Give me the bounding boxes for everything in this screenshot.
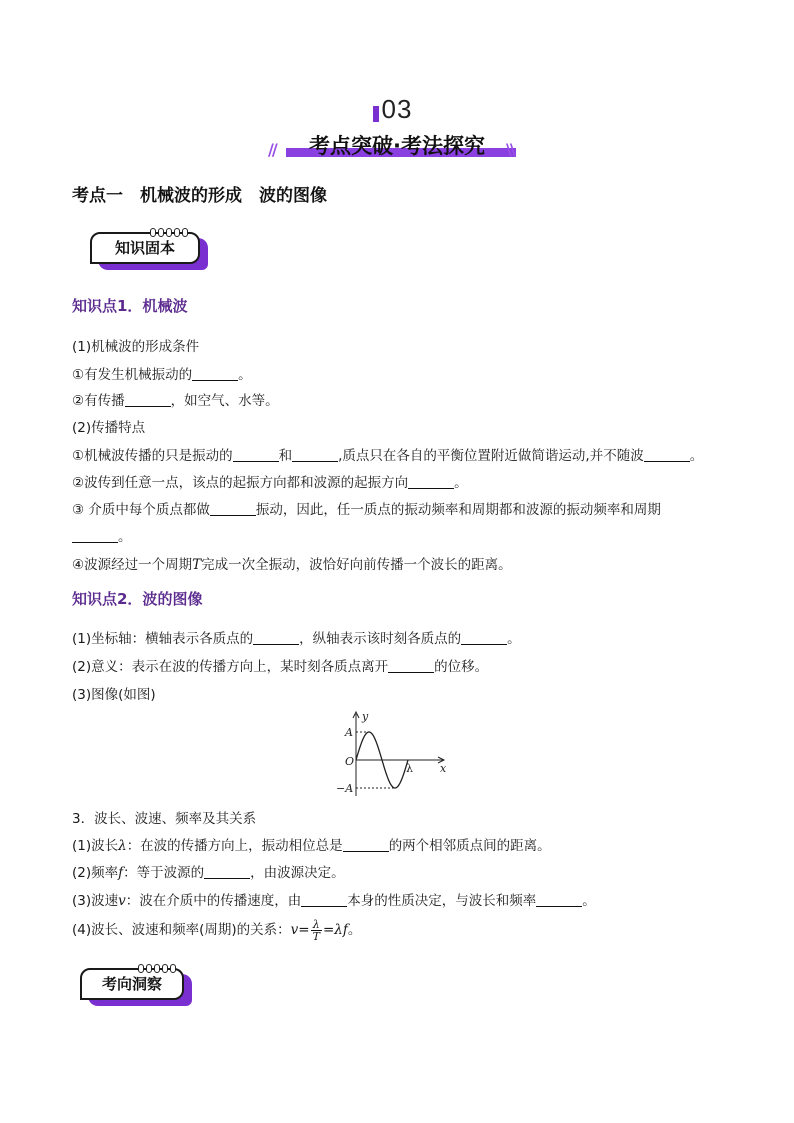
ring-icon [174,228,180,237]
fill-blank[interactable] [210,501,256,516]
text-line: ④波源经过一个周期T完成一次全振动，波恰好向前传播一个波长的距离。 [72,557,512,573]
origin-label: O [345,755,355,768]
left-slash-deco: // [268,140,276,159]
section-number: 03 [381,94,413,124]
fill-blank[interactable] [204,864,250,879]
text-line: (1)机械波的形成条件 [72,339,200,355]
fill-blank[interactable] [461,630,507,645]
fill-blank[interactable] [192,366,238,381]
text-line: ③ 介质中每个质点都做 振动，因此，任一质点的振动频率和周期都和波源的振动频率和周期 [72,502,661,518]
badge-label: 知识固本 [90,232,200,264]
ring-icon [138,964,144,973]
text-line: 。 [72,528,132,546]
fill-blank[interactable] [408,474,454,489]
text-line: (1)坐标轴：横轴表示各质点的 ，纵轴表示该时刻各质点的 。 [72,631,521,647]
ring-icon [154,964,160,973]
ring-icon [162,964,168,973]
ring-icon [170,964,176,973]
text-line: (2)传播特点 [72,420,146,436]
fill-blank[interactable] [301,892,347,907]
ring-icon [182,228,188,237]
neg-amplitude-label: −A [336,782,354,795]
text-line: (4)波长、波速和频率(周期)的关系：v= $\frac{\lambda}{T}$ =λf。 [72,917,362,943]
text-line: (3)图像(如图) [72,687,156,703]
text-line: (2)意义：表示在波的传播方向上，某时刻各质点离开 的位移。 [72,659,489,675]
topic-heading: 考点一 机械波的形成 波的图像 [72,186,327,206]
amplitude-label: A [345,726,353,739]
fill-blank[interactable] [292,447,338,462]
badge-insight [80,968,200,1008]
ring-icon [158,228,164,237]
fill-blank[interactable] [72,528,118,543]
fill-blank[interactable] [343,837,389,852]
x-axis-label: x [440,762,447,775]
badge-label: 考向洞察 [80,968,184,1000]
fill-blank[interactable] [233,447,279,462]
text-line: ①机械波传播的只是振动的 和 ,质点只在各自的平衡位置附近做简谐运动,并不随波 。 [72,448,704,464]
text-line: ①有发生机械振动的 。 [72,367,252,383]
text-line: 3．波长、波速、频率及其关系 [72,811,257,827]
badge-knowledge [90,232,210,272]
right-slash-deco: \\ [506,140,514,159]
text-line: (1)波长λ：在波的传播方向上，振动相位总是 的两个相邻质点间的距离。 [72,838,551,854]
wave-graph [336,708,456,798]
ring-icon [146,964,152,973]
fraction: $\frac{\lambda}{T}$ [312,917,320,943]
fill-blank[interactable] [253,630,299,645]
text-line: ②有传播 ，如空气、水等。 [72,393,279,409]
text-line: (2)频率f：等于波源的 ，由波源决定。 [72,865,345,881]
fill-blank[interactable] [388,658,434,673]
section-title: 考点突破·考法探究 [309,134,485,158]
y-axis-label: y [362,710,369,723]
knowledge-point-1: 知识点1．机械波 [72,297,188,315]
fill-blank[interactable] [125,392,171,407]
ring-icon [166,228,172,237]
knowledge-point-2: 知识点2．波的图像 [72,590,203,608]
fill-blank[interactable] [536,892,582,907]
text-line: (3)波速v：波在介质中的传播速度，由 本身的性质决定，与波长和频率 。 [72,893,596,909]
fill-blank[interactable] [644,447,690,462]
text-line: ②波传到任意一点，该点的起振方向都和波源的起振方向 。 [72,475,468,491]
ring-icon [150,228,156,237]
wavelength-label: λ [406,762,413,775]
